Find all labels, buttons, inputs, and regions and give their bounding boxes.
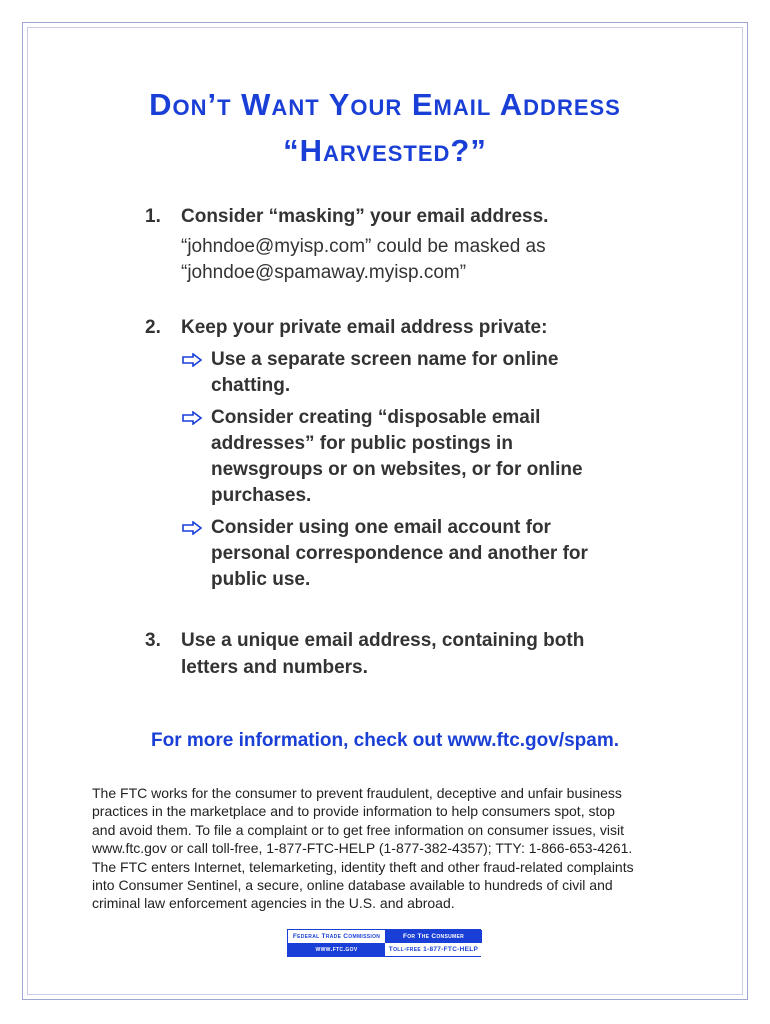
arrow-right-icon xyxy=(181,353,203,367)
tip-heading-line: Use a unique email address, containing both xyxy=(181,630,585,651)
tip-text-line: “johndoe@spamaway.myisp.com” xyxy=(181,262,467,283)
tip-number: 1. xyxy=(145,206,161,227)
sub-bullet-line: newsgroups or on websites, or for online xyxy=(211,459,583,480)
ftc-blurb xyxy=(92,784,692,913)
sub-bullet-line: Consider using one email account for xyxy=(211,517,551,538)
blurb-line: and avoid them. To file a complaint or to get free information on consumer issues, visit xyxy=(92,821,625,838)
sub-bullet xyxy=(181,515,645,593)
tip-heading-line: letters and numbers. xyxy=(181,657,368,678)
sub-bullet-line: Use a separate screen name for online xyxy=(211,349,559,370)
sub-bullet-line: personal correspondence and another for xyxy=(211,543,588,564)
sub-bullet-line: public use. xyxy=(211,569,311,590)
tip-text-line: “johndoe@myisp.com” could be masked as xyxy=(181,236,546,257)
logo-agency-name: Federal Trade Commission xyxy=(288,930,385,943)
tip-number: 2. xyxy=(145,317,161,338)
tip-number: 3. xyxy=(145,630,161,651)
tip-heading: Keep your private email address private: xyxy=(181,317,548,338)
blurb-line: into Consumer Sentinel, a secure, online database available to hundreds of civil and xyxy=(92,877,613,894)
more-info-link[interactable]: For more information, check out www.ftc.gov/spam. xyxy=(150,730,620,751)
tip-item-3 xyxy=(145,627,645,681)
arrow-right-icon xyxy=(181,521,203,535)
sub-bullet xyxy=(181,347,645,399)
title-line-1: Don’t Want Your Email Address xyxy=(149,87,621,122)
page-title xyxy=(60,82,710,174)
title-line-2: “Harvested?” xyxy=(283,133,487,168)
blurb-line: www.ftc.gov or call toll-free, 1-877-FTC-HELP (1-877-382-4357); TTY: 1-866-653-4261. xyxy=(92,840,633,857)
tips-list xyxy=(145,203,645,681)
logo-website: www.ftc.gov xyxy=(288,943,385,956)
sub-bullet-line: purchases. xyxy=(211,485,312,506)
logo-tagline: For The Consumer xyxy=(385,930,482,943)
sub-bullet xyxy=(181,405,645,509)
blurb-line: practices in the marketplace and to provide information to help consumers spot, stop xyxy=(92,803,615,820)
sub-bullet-line: Consider creating “disposable email xyxy=(211,407,541,428)
arrow-right-icon xyxy=(181,411,203,425)
tip-item-1 xyxy=(145,203,645,286)
ftc-logo xyxy=(287,929,481,957)
blurb-line: The FTC enters Internet, telemarketing, identity theft and other fraud-related complaints xyxy=(92,858,634,875)
sub-bullet-line: addresses” for public postings in xyxy=(211,433,513,454)
tip-item-2 xyxy=(145,314,645,593)
tip-heading: Consider “masking” your email address. xyxy=(181,206,549,227)
sub-bullet-line: chatting. xyxy=(211,375,291,396)
blurb-line: criminal law enforcement agencies in the U.S. and abroad. xyxy=(92,895,455,912)
blurb-line: The FTC works for the consumer to prevent fraudulent, deceptive and unfair business xyxy=(92,785,622,801)
logo-phone: Toll-free 1-877-FTC-HELP xyxy=(385,943,482,956)
